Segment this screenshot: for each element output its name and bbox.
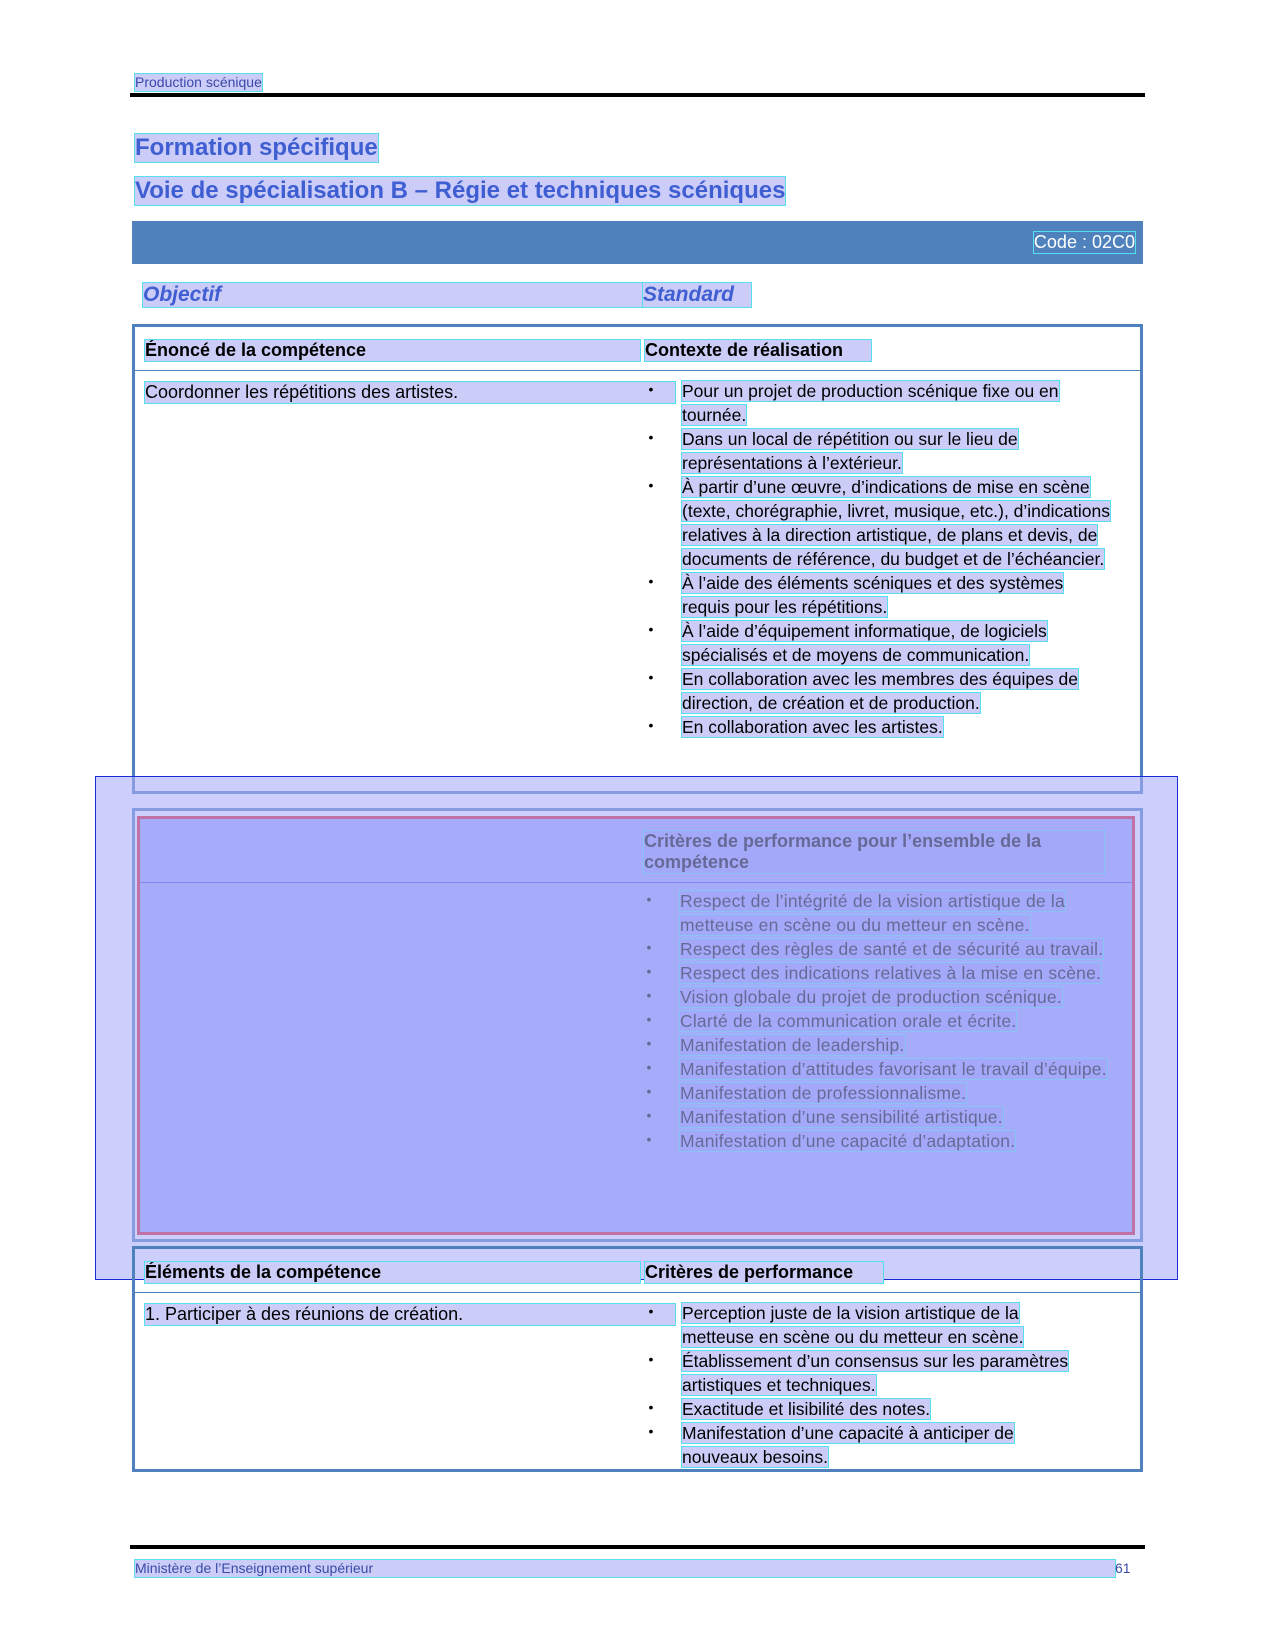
critere-text: Établissement d’un consensus sur les paramètres artistiques et techniques. bbox=[682, 1351, 1069, 1395]
footer-rule bbox=[130, 1545, 1145, 1549]
bullet-icon: • bbox=[648, 1423, 654, 1439]
critere-text: Perception juste de la vision artistique de la metteuse en scène ou du metteur en scène. bbox=[682, 1303, 1024, 1347]
critere-item bbox=[648, 1397, 1082, 1421]
contexte-item bbox=[648, 619, 1112, 667]
standard-heading: Standard bbox=[643, 283, 735, 306]
contexte-list bbox=[648, 379, 1112, 739]
competence-head-divider bbox=[135, 370, 1140, 371]
contexte-text: Pour un projet de production scénique fixe ou en tournée. bbox=[682, 381, 1059, 425]
contexte-item bbox=[648, 715, 1112, 739]
objectif-bar bbox=[143, 283, 643, 307]
contexte-heading: Contexte de réalisation bbox=[645, 340, 871, 361]
standard-bar bbox=[643, 283, 751, 307]
elements-heading: Éléments de la compétence bbox=[145, 1262, 640, 1283]
critere-text: Exactitude et lisibilité des notes. bbox=[682, 1399, 931, 1419]
contexte-item bbox=[648, 379, 1112, 427]
voie-title: Voie de spécialisation B – Régie et techniques scéniques bbox=[135, 177, 786, 204]
bullet-icon: • bbox=[648, 717, 654, 733]
contexte-item bbox=[648, 571, 1112, 619]
formation-title: Formation spécifique bbox=[135, 134, 378, 161]
bullet-icon: • bbox=[648, 477, 654, 493]
header-rule bbox=[130, 93, 1145, 97]
enonce-text: Coordonner les répétitions des artistes. bbox=[145, 382, 675, 403]
contexte-text: En collaboration avec les artistes. bbox=[682, 717, 943, 737]
element-text: 1. Participer à des réunions de création. bbox=[145, 1304, 675, 1325]
bullet-icon: • bbox=[648, 621, 654, 637]
contexte-item bbox=[648, 667, 1112, 715]
elements-box bbox=[132, 1246, 1143, 1472]
critere-item bbox=[648, 1301, 1082, 1349]
bullet-icon: • bbox=[648, 1351, 654, 1367]
criteres-list bbox=[648, 1301, 1082, 1469]
competence-box bbox=[132, 324, 1143, 794]
criteres-list-wrap bbox=[648, 1301, 1082, 1469]
contexte-list-wrap bbox=[648, 379, 1112, 739]
contexte-text: À l’aide d’équipement informatique, de logiciels spécialisés et de moyens de communication. bbox=[682, 621, 1047, 665]
critere-item bbox=[648, 1421, 1082, 1469]
contexte-text: À l’aide des éléments scéniques et des systèmes requis pour les répétitions. bbox=[682, 573, 1064, 617]
bullet-icon: • bbox=[648, 381, 654, 397]
criteres-heading: Critères de performance bbox=[645, 1262, 883, 1283]
bullet-icon: • bbox=[648, 1399, 654, 1415]
page-number: 61 bbox=[1115, 1560, 1131, 1576]
selection-overlay bbox=[95, 776, 1178, 1280]
bullet-icon: • bbox=[648, 669, 654, 685]
bullet-icon: • bbox=[648, 573, 654, 589]
contexte-item bbox=[648, 427, 1112, 475]
code-label: Code : 02C0 bbox=[1033, 232, 1135, 252]
critere-text: Manifestation d’une capacité à anticiper de nouveaux besoins. bbox=[682, 1423, 1014, 1467]
bullet-icon: • bbox=[648, 1303, 654, 1319]
footer-ministry: Ministère de l’Enseignement supérieur bbox=[135, 1560, 1115, 1577]
enonce-heading: Énoncé de la compétence bbox=[145, 340, 640, 361]
contexte-text: À partir d’une œuvre, d’indications de mise en scène (texte, chorégraphie, livret, musique, etc.), d’indications relatives à la direction artistique, de plans et devis, de documents de référence, du budget et de l’échéancier. bbox=[682, 477, 1110, 569]
bullet-icon: • bbox=[648, 429, 654, 445]
contexte-text: En collaboration avec les membres des équipes de direction, de création et de production. bbox=[682, 669, 1078, 713]
code-bar bbox=[132, 221, 1143, 264]
contexte-item bbox=[648, 475, 1112, 571]
objectif-heading: Objectif bbox=[143, 283, 222, 306]
critere-item bbox=[648, 1349, 1082, 1397]
running-header: Production scénique bbox=[135, 74, 262, 90]
elements-head-divider bbox=[135, 1292, 1140, 1293]
contexte-text: Dans un local de répétition ou sur le lieu de représentations à l’extérieur. bbox=[682, 429, 1018, 473]
